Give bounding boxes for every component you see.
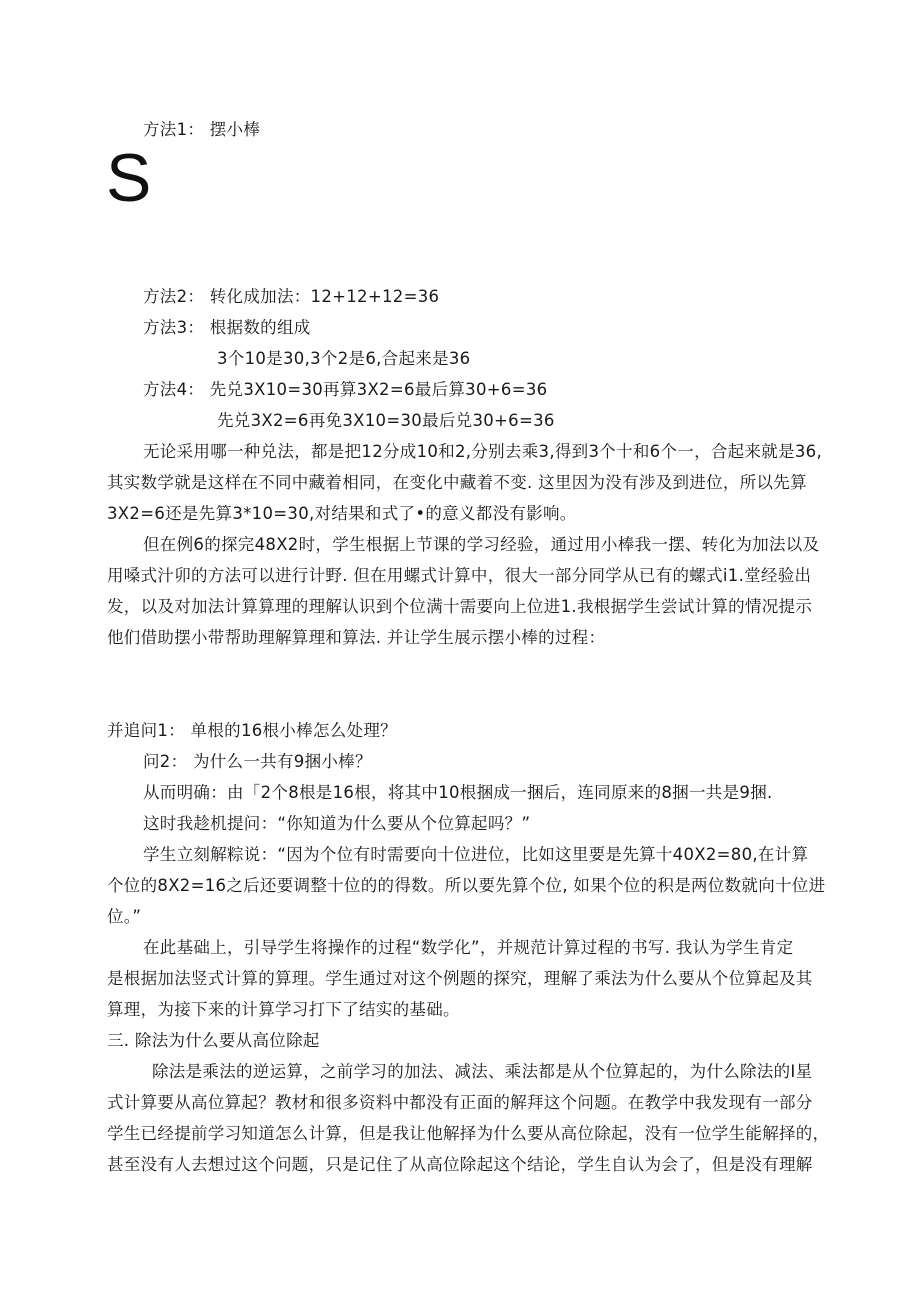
paragraph-line: 在此基础上，引导学生将操作的过程“数学化”，并规范计算过程的书写. 我认为学生肯定 (143, 938, 794, 957)
paragraph-line: 发，以及对加法计算算理的理解认识到个位满十需要向上位进1.我根据学生尝试计算的情况提示 (107, 597, 813, 616)
paragraph-line: 学生已经提前学习知道怎么计算，但是我让他解择为什么要从高位除起，没有一位学生能解择的， (107, 1124, 830, 1143)
paragraph-line: 但在例6的探完48X2时，学生根据上节课的学习经验，通过用小棒我一摆、转化为加法以及 (143, 535, 820, 554)
paragraph-line: 位。” (107, 907, 142, 926)
ask-line: 这时我趁机提问：“你知道为什么要从个位算起吗？” (143, 814, 531, 833)
paragraph-line: 他们借助摆小带帮助理解算理和算法. 并让学生展示摆小棒的过程： (107, 628, 606, 647)
paragraph-line: 个位的8X2=16之后还要调整十位的的得数。所以要先算个位, 如果个位的积是两位数就向十位进 (107, 876, 826, 895)
paragraph-line: 式计算要从高位算起？教材和很多资料中都没有正面的解拜这个问题。在教学中我发现有一部分 (107, 1093, 813, 1112)
method-2-line: 方法2： 转化成加法：12+12+12=36 (143, 287, 440, 306)
paragraph-line: 除法是乘法的逆运算，之前学习的加法、减法、乘法都是从个位算起的，为什么除法的I星 (152, 1062, 813, 1081)
method-4-line: 方法4： 先兑3X10=30再算3X2=6最后算30+6=36 (143, 380, 548, 399)
paragraph-line: 学生立刻解粽说：“因为个位有时需要向十位进位，比如这里要是先算十40X2=80,在计算 (143, 845, 809, 864)
question-2: 问2： 为什么一共有9捆小棒？ (143, 752, 372, 771)
paragraph-line: 甚至没有人去想过这个问题，只是记住了从高位除起这个结论，学生自认为会了，但是没有理解 (107, 1155, 813, 1174)
method-1-heading: 方法1： 摆小棒 (143, 120, 261, 139)
paragraph-line: 是根据加法竖式计算的算理。学生通过对这个例题的探究，理解了乘法为什么要从个位算起及其 (107, 969, 813, 988)
method-3-line: 方法3： 根据数的组成 (143, 318, 311, 337)
method-3-detail: 3个10是30,3个2是6,合起来是36 (217, 349, 471, 368)
clarification-line: 从而明确：由「2个8根是16根，将其中10根捆成一捆后，连同原来的8捆一共是9捆. (143, 783, 773, 802)
paragraph-line: 无论采用哪一种兑法，都是把12分成10和2,分别去乘3,得到3个十和6个一，合起来就是36, (143, 442, 823, 461)
figure-placeholder-letter: S (106, 140, 152, 216)
paragraph-line: 算理，为接下来的计算学习打下了结实的基础。 (107, 1000, 460, 1019)
section-heading: 三. 除法为什么要从高位除起 (107, 1031, 320, 1050)
method-4-detail: 先兑3X2=6再免3X10=30最后兑30+6=36 (217, 411, 555, 430)
paragraph-line: 3X2=6还是先算3*10=30,对结果和式了•的意义都没有影响。 (107, 504, 577, 523)
paragraph-line: 用嗓式汁卯的方法可以进行计野. 但在用螺式计算中，很大一部分同学从已有的螺式i1.堂经验出 (107, 566, 812, 585)
question-1: 并追问1： 单根的16根小棒怎么处理？ (107, 721, 397, 740)
paragraph-line: 其实数学就是这样在不同中藏着相同，在变化中藏着不变. 这里因为没有涉及到进位，所以先算 (107, 473, 807, 492)
